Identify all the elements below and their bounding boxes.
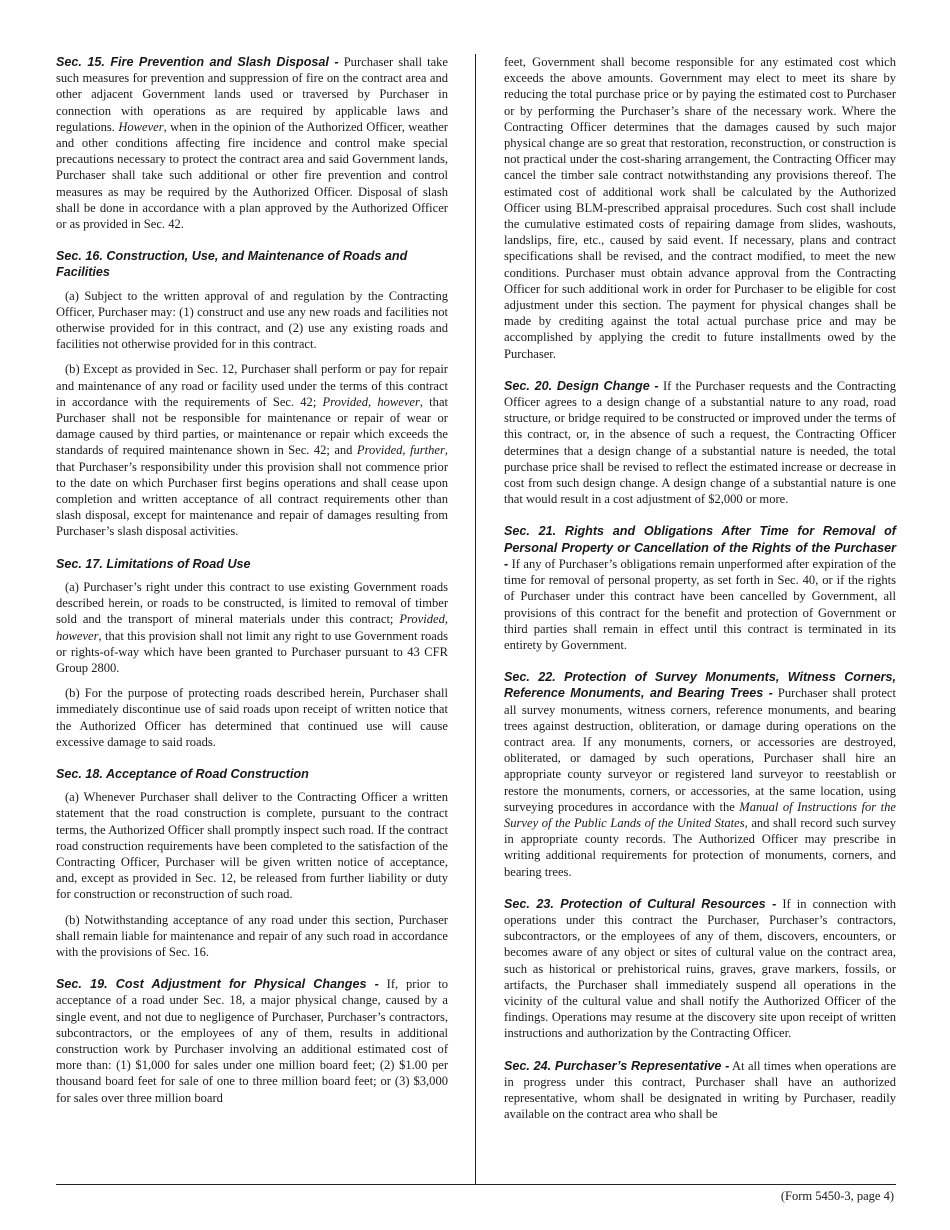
section-17-a-italic: Provided, however: [56, 612, 448, 643]
section-18-a: (a) Whenever Purchaser shall deliver to the Contracting Officer a written statement that the road construction is complete, pursuant to the contract terms, the Authorized Officer shall promptly inspect such road. If the contract road construction requirements have been completed to the satisfaction of the Contracting Officer, Purchaser will be given written notice of acceptance, and, except as provided in Sec. 12, be released from further liability or duty for construction or reconstruction of such road.: [56, 790, 448, 902]
left-column: [56, 54, 448, 1106]
section-22-text-2: , and shall record such survey in appropriate county records. The Authorized Officer may prescribe in writing additional requirements for protection of monuments, corners, and bearing trees.: [504, 815, 896, 879]
right-column: [504, 54, 896, 1122]
section-17-a-text-2: , that this provision shall not limit any right to use Government roads or rights-of-way which have been granted to Purchaser pursuant to 43 CFR Group 2800.: [56, 628, 448, 675]
section-16-b-text-2: , that Purchaser shall not be responsible for maintenance or repair of wear or damage caused by third parties, or maintenance or repair which exceeds the standards of required maintenance shown in Sec. 42; and: [56, 394, 448, 458]
section-16-b-italic-2: Provided, further: [356, 443, 445, 458]
section-16-b-text-3: , that Purchaser’s responsibility under this provision shall not commence prior to the date on which Purchaser first begins operations and shall cease upon completion and written acceptance of all contract requirements other than slash disposal, except for maintenance and repair of damages resulting from Purchaser’s slash disposal activities.: [56, 443, 448, 539]
section-21-text: If any of Purchaser’s obligations remain unperformed after expiration of the time for removal of personal property, as set forth in Sec. 40, or if the rights of Purchaser under this contract have been cancelled by Government, all provisions of this contract for the benefit and protection of Government or third parties shall remain in effect until this contract is terminated in its entirety by Government.: [504, 556, 896, 652]
section-23-text: If in connection with operations under this contract the Purchaser, Purchaser’s contractors, subcontractors, or the employees of any of them, discovers, encounters, or becomes aware of any object or sites of cultural value on the contract area, such as historical or prehistorical ruins, graves, grave markers, fossils, or artifacts, the Purchaser shall immediately suspend all operations in the vicinity of the cultural value and shall notify the Authorized Officer of the findings. Operations may resume at the discovery site upon receipt of written instructions and authorization by the Contracting Officer.: [504, 896, 896, 1041]
section-15-text-2: , when in the opinion of the Authorized Officer, weather and other conditions affecting fire incidence and control make special precautions necessary to protect the contract area and said Government lands, Purchaser shall take such additional or other fire prevention and control measures as may be required by the Authorized Officer. Disposal of slash shall be done in accordance with a plan approved by the Authorized Officer or as provided in Sec. 42.: [56, 119, 448, 232]
section-16-heading: Sec. 16. Construction, Use, and Maintenance of Roads and Facilities: [56, 249, 408, 280]
section-17-a: [56, 579, 448, 676]
section-17-b: (b) For the purpose of protecting roads described herein, Purchaser shall immediately discontinue use of said roads upon receipt of written notice that the Authorized Officer has determined that continued use will cause excessive damage to said roads.: [56, 686, 448, 749]
section-16-b-italic-1: Provided, however: [322, 394, 420, 409]
section-16-b-text-1: (b) Except as provided in Sec. 12, Purchaser shall perform or pay for repair and maintenance of any road or facility used under the terms of this contract in accordance with the requirements of Sec. 42;: [56, 362, 448, 409]
section-22-italic: Manual of Instructions for the Survey of the Public Lands of the United States: [504, 799, 896, 830]
section-20: [504, 378, 896, 508]
section-23-heading: Sec. 23. Protection of Cultural Resources -: [504, 896, 777, 911]
page-footer: (Form 5450-3, page 4): [780, 1189, 894, 1203]
footer-rule: [56, 1184, 896, 1185]
section-16-b: [56, 361, 448, 539]
section-16-a: (a) Subject to the written approval of and regulation by the Contracting Officer, Purchaser may: (1) construct and use any new roads and facilities not otherwise provided for in this contract, and (2) use any existing roads and facilities not otherwise provided for in this contract.: [56, 288, 448, 352]
column-divider: [475, 54, 476, 1184]
section-17-a-text-1: (a) Purchaser’s right under this contract to use existing Government roads described herein, or roads to be constructed, is limited to removal of timber sold and the transport of mineral materials under this contract;: [56, 579, 448, 627]
section-15-heading: Sec. 15. Fire Prevention and Slash Disposal -: [56, 55, 339, 69]
section-21-heading: Sec. 21. Rights and Obligations After Time for Removal of Personal Property or Cancellation of the Rights of the Purchaser -: [504, 524, 896, 571]
section-24-text: At all times when operations are in progress under this contract, Purchaser shall have an authorized representative, whom shall be designated in writing by Purchaser, readily available on the contract area who shall be: [504, 1058, 897, 1122]
section-20-text: If the Purchaser requests and the Contracting Officer agrees to a design change of a substantial nature to any road, road structure, or bridge required to be constructed or improved under the terms of this contract, or, in the absence of such a request, the Contracting Officer determines that a design change of a substantial nature is needed, the total purchase price shall be revised to reflect the estimated increase or decrease in cost from such design change. A design change of a substantial nature is one that would result in a cost adjustment of $2,000 or more.: [504, 378, 896, 507]
section-23: [504, 896, 896, 1042]
section-24: [504, 1058, 896, 1123]
section-15-italic: However: [118, 119, 164, 134]
section-21: [504, 523, 896, 653]
section-20-heading: Sec. 20. Design Change -: [504, 378, 659, 393]
section-22: [504, 669, 896, 880]
section-19-heading: Sec. 19. Cost Adjustment for Physical Changes -: [56, 977, 379, 992]
section-19-text: If, prior to acceptance of a road under Sec. 18, a major physical change, caused by a single event, and not due to negligence of Purchaser, Purchaser’s contractors, subcontractors, or the employees of any of them, results in additional construction work by Purchaser involving an additional estimated cost of more than: (1) $1,000 for sales under one million board feet; (2) $1.00 per thousand board feet for sale of one to three million board feet; or (3) $3,000 for sales over three million board: [56, 977, 448, 1105]
section-22-heading: Sec. 22. Protection of Survey Monuments, Witness Corners, Reference Monuments, and Bearing Trees -: [504, 670, 896, 701]
section-15: [56, 54, 448, 232]
section-15-text: Purchaser shall take such measures for prevention and suppression of fire on the contract area and other adjacent Government lands used or traversed by Purchaser in connection with operations as are required by applicable laws and regulations.: [56, 55, 448, 134]
section-19-continued: feet, Government shall become responsible for any estimated cost which exceeds the above amounts. Government may elect to meet its share by reducing the total purchase price or by paying the estimated cost to Purchaser or by performing the Purchaser’s share of the necessary work. Where the Contracting Officer determines that the damages caused by such major physical change are so great that restoration, reconstruction, or construction is not practical under the cost-sharing arrangement, the Contracting Officer may cancel the timber sale contract notwithstanding any provisions thereof. The estimated cost of additional work shall be calculated by the Authorized Officer using BLM-prescribed appraisal procedures. Such cost shall include the cumulative estimated costs of repairing damage from slides, washouts, landslips, fire, etc., caused by said event. If necessary, plans and contract specifications shall be revised, and the contract modified, to meet the new conditions. Purchaser must obtain advance approval from the Contracting Officer for such additional work in order for Purchaser to be eligible for cost adjustment under this section. The payment for physical changes shall be made by crediting against the total actual purchase price and may be accomplished by applying the credit to future installments owed by the Purchaser.: [504, 55, 896, 361]
section-18-b: (b) Notwithstanding acceptance of any road under this section, Purchaser shall remain liable for maintenance and repair of any such road in accordance with the provisions of Sec. 16.: [56, 912, 448, 959]
section-24-heading: Sec. 24. Purchaser’s Representative -: [504, 1058, 730, 1073]
section-18-heading: Sec. 18. Acceptance of Road Construction: [56, 766, 309, 781]
section-22-text-1: Purchaser shall protect all survey monuments, witness corners, reference monuments, and bearing trees against destruction, obliteration, or damage during operations on the contract area. If any monuments, corners, or accessories are destroyed, obliterated, or damaged by such operations, Purchaser shall hire an appropriate county surveyor or registered land surveyor to reestablish or restore the monuments, corners, or accessories, at the same location, using surveying procedures in accordance with the: [504, 686, 896, 814]
section-17-heading: Sec. 17. Limitations of Road Use: [56, 556, 251, 571]
section-19: [56, 976, 448, 1106]
